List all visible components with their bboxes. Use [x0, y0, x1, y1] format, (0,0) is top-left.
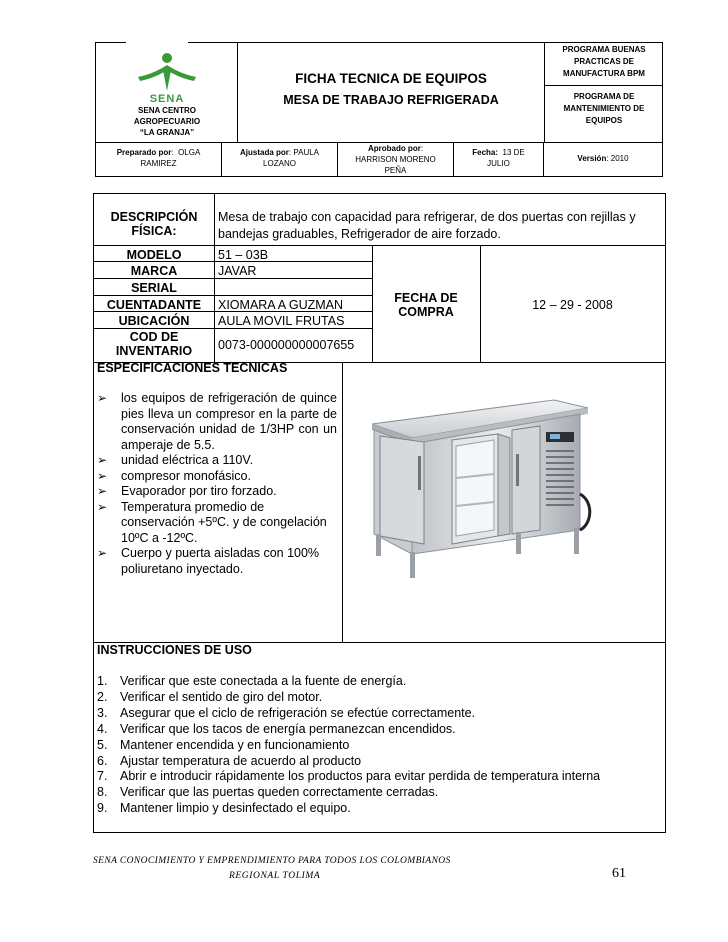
arrow-bullet-icon: ➢ — [97, 391, 108, 405]
description-label-line: FÍSICA: — [131, 224, 177, 238]
adjusted-value: PAULA — [293, 148, 319, 157]
instruction-number: 1. — [97, 674, 108, 688]
date-value: 13 DE — [502, 148, 525, 157]
center-name-line: AGROPECUARIO — [133, 117, 201, 126]
col-divider — [342, 362, 343, 642]
program-maintenance — [545, 86, 663, 127]
prepared-value: RAMIREZ — [140, 159, 177, 168]
program-bpm-line: MANUFACTURA BPM — [563, 69, 645, 78]
instruction-number: 5. — [97, 737, 108, 752]
approved-by: Aprobado por: HARRISON MORENO PEÑA — [338, 143, 454, 177]
spec-item-text: Cuerpo y puerta aisladas con 100% poliuretano inyectado. — [121, 546, 320, 576]
instruction-number: 6. — [97, 753, 108, 768]
center-name-line: “LA GRANJA” — [139, 128, 195, 137]
spec-item — [97, 484, 337, 500]
modelo-label: MODELO — [126, 248, 182, 262]
specs-title: ESPECIFICACIONES TECNICAS — [97, 361, 288, 375]
arrow-bullet-icon: ➢ — [97, 453, 108, 467]
instruction-item — [97, 706, 600, 722]
instruction-item — [97, 738, 600, 754]
row-divider — [94, 278, 372, 279]
instruction-item — [97, 769, 600, 785]
arrow-bullet-icon: ➢ — [97, 546, 108, 560]
instruction-text: Mantener limpio y desinfectado el equipo. — [120, 801, 351, 816]
equipment-sheet-table — [93, 193, 666, 833]
instruction-text: Verificar que las puertas queden correctamente cerradas. — [120, 785, 439, 800]
description-label — [94, 210, 214, 238]
instruction-text: Ajustar temperatura de acuerdo al producto — [120, 753, 362, 768]
instruction-item — [97, 722, 600, 738]
document-title: FICHA TECNICA DE EQUIPOS — [295, 71, 487, 86]
center-name-line: SENA CENTRO — [138, 106, 196, 115]
program-maintenance-line: EQUIPOS — [585, 116, 623, 125]
logo-border-gap — [126, 41, 188, 45]
fecha-compra-value: 12 – 29 - 2008 — [532, 298, 613, 312]
instruction-number: 4. — [97, 721, 108, 736]
arrow-bullet-icon: ➢ — [97, 499, 108, 514]
instructions-title: INSTRUCCIONES DE USO — [97, 643, 252, 657]
cuentadante-value: XIOMARA A GUZMAN — [218, 298, 344, 312]
row-divider — [94, 328, 372, 329]
program-bpm — [545, 43, 663, 86]
approval-row — [96, 142, 662, 176]
instruction-item — [97, 690, 600, 706]
version-value: 2010 — [610, 154, 629, 163]
description-label-line: DESCRIPCIÓN — [110, 210, 198, 224]
ubicacion-label: UBICACIÓN — [118, 314, 190, 328]
cod-inventario-value: 0073-000000000007655 — [218, 338, 355, 352]
fecha-compra-label-line: FECHA DE — [394, 291, 458, 305]
row-divider — [94, 295, 372, 296]
instruction-text: Verificar el sentido de giro del motor. — [120, 689, 323, 704]
program-bpm-line: PRACTICAS DE — [573, 57, 634, 66]
modelo-value: 51 – 03B — [218, 248, 269, 262]
instruction-number: 3. — [97, 705, 108, 720]
spec-item — [97, 546, 337, 577]
spec-item — [97, 469, 337, 485]
instruction-text: Verificar que los tacos de energía permanezcan encendidos. — [120, 721, 456, 736]
sena-logo-icon — [132, 51, 202, 95]
spec-item — [97, 500, 337, 547]
adjusted-by: Ajustada por: PAULA LOZANO — [222, 143, 338, 177]
document-subtitle: MESA DE TRABAJO REFRIGERADA — [283, 93, 499, 107]
logo-word: SENA — [149, 93, 185, 105]
description-text: Mesa de trabajo con capacidad para refrigerar, de dos puertas con rejillas y bandejas graduables, Refrigerador de aire forzado. — [218, 210, 636, 241]
logo-cell — [96, 43, 238, 142]
instruction-text: Mantener encendida y en funcionamiento — [120, 737, 350, 752]
date-label: Fecha: — [472, 148, 499, 157]
program-maintenance-line: MANTENIMIENTO DE — [563, 104, 645, 113]
instruction-item — [97, 785, 600, 801]
refrigerated-table-image — [366, 394, 594, 584]
version: Versión: 2010 — [577, 154, 629, 163]
adjusted-value: LOZANO — [263, 159, 296, 168]
footer-slogan: SENA CONOCIMIENTO Y EMPRENDIMIENTO PARA TODOS LOS COLOMBIANOS — [93, 856, 451, 866]
fecha-compra-label — [372, 291, 480, 319]
marca-label: MARCA — [130, 264, 178, 278]
instruction-item — [97, 801, 600, 817]
approved-value: PEÑA — [384, 166, 407, 175]
cod-inventario-label-line: INVENTARIO — [115, 344, 193, 358]
adjusted-label: Ajustada por — [240, 148, 289, 157]
version-label: Versión — [577, 154, 607, 163]
footer-regional: REGIONAL TOLIMA — [229, 871, 321, 881]
spec-item-text: Temperatura promedio de conservación +5ºC. y de congelación 10ºC a -12ºC. — [121, 499, 327, 545]
fecha-compra-label-line: COMPRA — [398, 305, 454, 319]
ubicacion-value: AULA MOVIL FRUTAS — [218, 314, 345, 328]
instructions-list — [97, 674, 600, 817]
instruction-text: Asegurar que el ciclo de refrigeración se efectúe correctamente. — [120, 705, 476, 720]
instruction-number: 2. — [97, 689, 108, 704]
spec-item-text: compresor monofásico. — [121, 468, 251, 483]
spec-item — [97, 453, 337, 469]
instruction-number: 7. — [97, 769, 108, 784]
row-divider — [94, 245, 665, 246]
center-name — [96, 105, 238, 138]
title-cell — [238, 43, 544, 142]
prepared-label: Preparado por — [116, 148, 172, 157]
date-value: JULIO — [487, 159, 510, 168]
page-number: 61 — [612, 866, 626, 881]
marca-value: JAVAR — [218, 264, 257, 278]
header-date — [454, 143, 544, 177]
program-cell — [544, 43, 662, 142]
arrow-bullet-icon: ➢ — [97, 484, 108, 498]
serial-label: SERIAL — [131, 281, 177, 295]
prepared-value: OLGA — [178, 148, 201, 157]
instruction-number: 8. — [97, 785, 108, 800]
prepared-by: Preparado por: OLGA RAMIREZ — [96, 143, 222, 177]
instruction-item — [97, 754, 600, 770]
specs-list — [97, 391, 337, 577]
spec-item-text: unidad eléctrica a 110V. — [121, 453, 254, 467]
instruction-text: Verificar que este conectada a la fuente de energía. — [120, 674, 407, 688]
instruction-text: Abrir e introducir rápidamente los productos para evitar perdida de temperatura interna — [120, 769, 601, 784]
cod-inventario-label — [94, 330, 214, 358]
instruction-item — [97, 674, 600, 690]
cuentadante-label: CUENTADANTE — [106, 298, 202, 312]
program-maintenance-line: PROGRAMA DE — [573, 92, 635, 101]
spec-item-text: Evaporador por tiro forzado. — [121, 484, 277, 498]
program-bpm-line: PROGRAMA BUENAS — [562, 45, 646, 54]
spec-item — [97, 391, 337, 453]
arrow-bullet-icon: ➢ — [97, 468, 108, 483]
cod-inventario-label-line: COD DE — [129, 330, 179, 344]
approved-value: HARRISON MORENO — [355, 155, 436, 164]
instruction-number: 9. — [97, 801, 108, 816]
spec-item-text: los equipos de refrigeración de quince pies lleva un compresor en la parte de conservación unidad de 1/3HP con un amperaje de 5.5. — [121, 391, 337, 452]
header-table — [95, 42, 663, 177]
approved-label: Aprobado por — [367, 144, 421, 153]
